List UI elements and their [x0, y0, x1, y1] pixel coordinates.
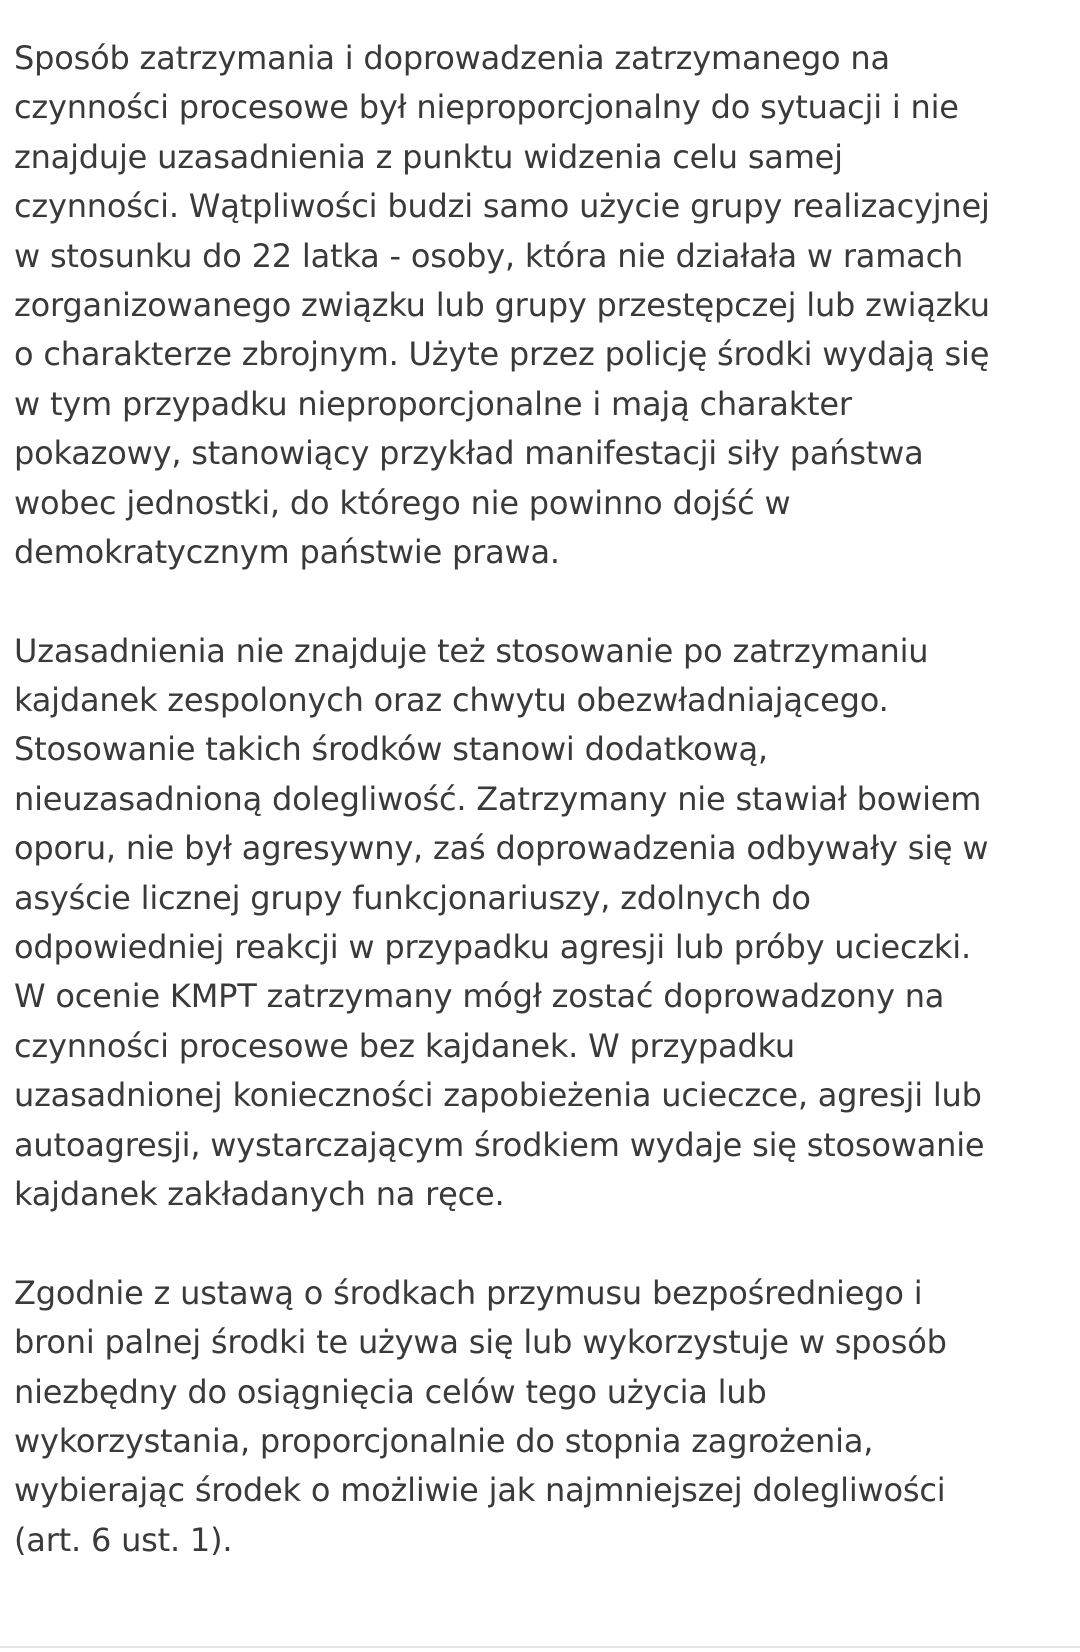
text-line: o charakterze zbrojnym. Użyte przez policję środki wydają się: [14, 335, 990, 374]
text-line: w tym przypadku nieproporcjonalne i mają charakter: [14, 384, 852, 423]
text-line: Stosowanie takich środków stanowi dodatkową,: [14, 730, 768, 769]
text-line: oporu, nie był agresywny, zaś doprowadzenia odbywały się w: [14, 829, 989, 868]
text-line: kajdanek zespolonych oraz chwytu obezwładniającego.: [14, 681, 889, 720]
text-line: pokazowy, stanowiący przykład manifestacji siły państwa: [14, 434, 924, 473]
text-line: wobec jednostki, do którego nie powinno dojść w: [14, 483, 791, 522]
text-line: demokratycznym państwie prawa.: [14, 532, 560, 571]
text-line: zorganizowanego związku lub grupy przestępczej lub związku: [14, 285, 990, 324]
text-line: czynności procesowe bez kajdanek. W przypadku: [14, 1026, 795, 1065]
text-line: autoagresji, wystarczającym środkiem wydaje się stosowanie: [14, 1125, 985, 1164]
bottom-divider: [0, 1646, 1080, 1648]
text-line: uzasadnionej konieczności zapobieżenia ucieczce, agresji lub: [14, 1076, 982, 1115]
paragraph-spacer: [14, 1219, 1054, 1268]
paragraph-2: [14, 627, 1054, 1220]
text-line: kajdanek zakładanych na ręce.: [14, 1174, 505, 1213]
text-line: czynności procesowe był nieproporcjonalny do sytuacji i nie: [14, 88, 959, 127]
text-line: znajduje uzasadnienia z punktu widzenia celu samej: [14, 137, 843, 176]
text-line: nieuzasadnioną dolegliwość. Zatrzymany nie stawiał bowiem: [14, 779, 982, 818]
text-line: Sposób zatrzymania i doprowadzenia zatrzymanego na: [14, 39, 890, 77]
text-line: w stosunku do 22 latka - osoby, która nie działała w ramach: [14, 236, 964, 275]
text-line: niezbędny do osiągnięcia celów tego użycia lub: [14, 1372, 767, 1411]
text-line: wybierając środek o możliwie jak najmniejszej dolegliwości: [14, 1471, 946, 1510]
paragraph-3: [14, 1269, 1054, 1565]
text-line: odpowiedniej reakcji w przypadku agresji lub próby ucieczki.: [14, 928, 971, 967]
text-line: czynności. Wątpliwości budzi samo użycie grupy realizacyjnej: [14, 187, 990, 226]
text-line: (art. 6 ust. 1).: [14, 1520, 233, 1559]
text-line: wykorzystania, proporcjonalnie do stopnia zagrożenia,: [14, 1421, 874, 1460]
text-line: W ocenie KMPT zatrzymany mógł zostać doprowadzony na: [14, 977, 945, 1016]
text-line: Uzasadnienia nie znajduje też stosowanie po zatrzymaniu: [14, 631, 929, 670]
article-body: [14, 34, 1054, 1565]
paragraph-1: [14, 34, 1054, 577]
text-line: asyście licznej grupy funkcjonariuszy, zdolnych do: [14, 878, 811, 917]
text-line: Zgodnie z ustawą o środkach przymusu bezpośredniego i: [14, 1273, 923, 1312]
paragraph-spacer: [14, 577, 1054, 626]
text-line: broni palnej środki te używa się lub wykorzystuje w sposób: [14, 1323, 947, 1362]
